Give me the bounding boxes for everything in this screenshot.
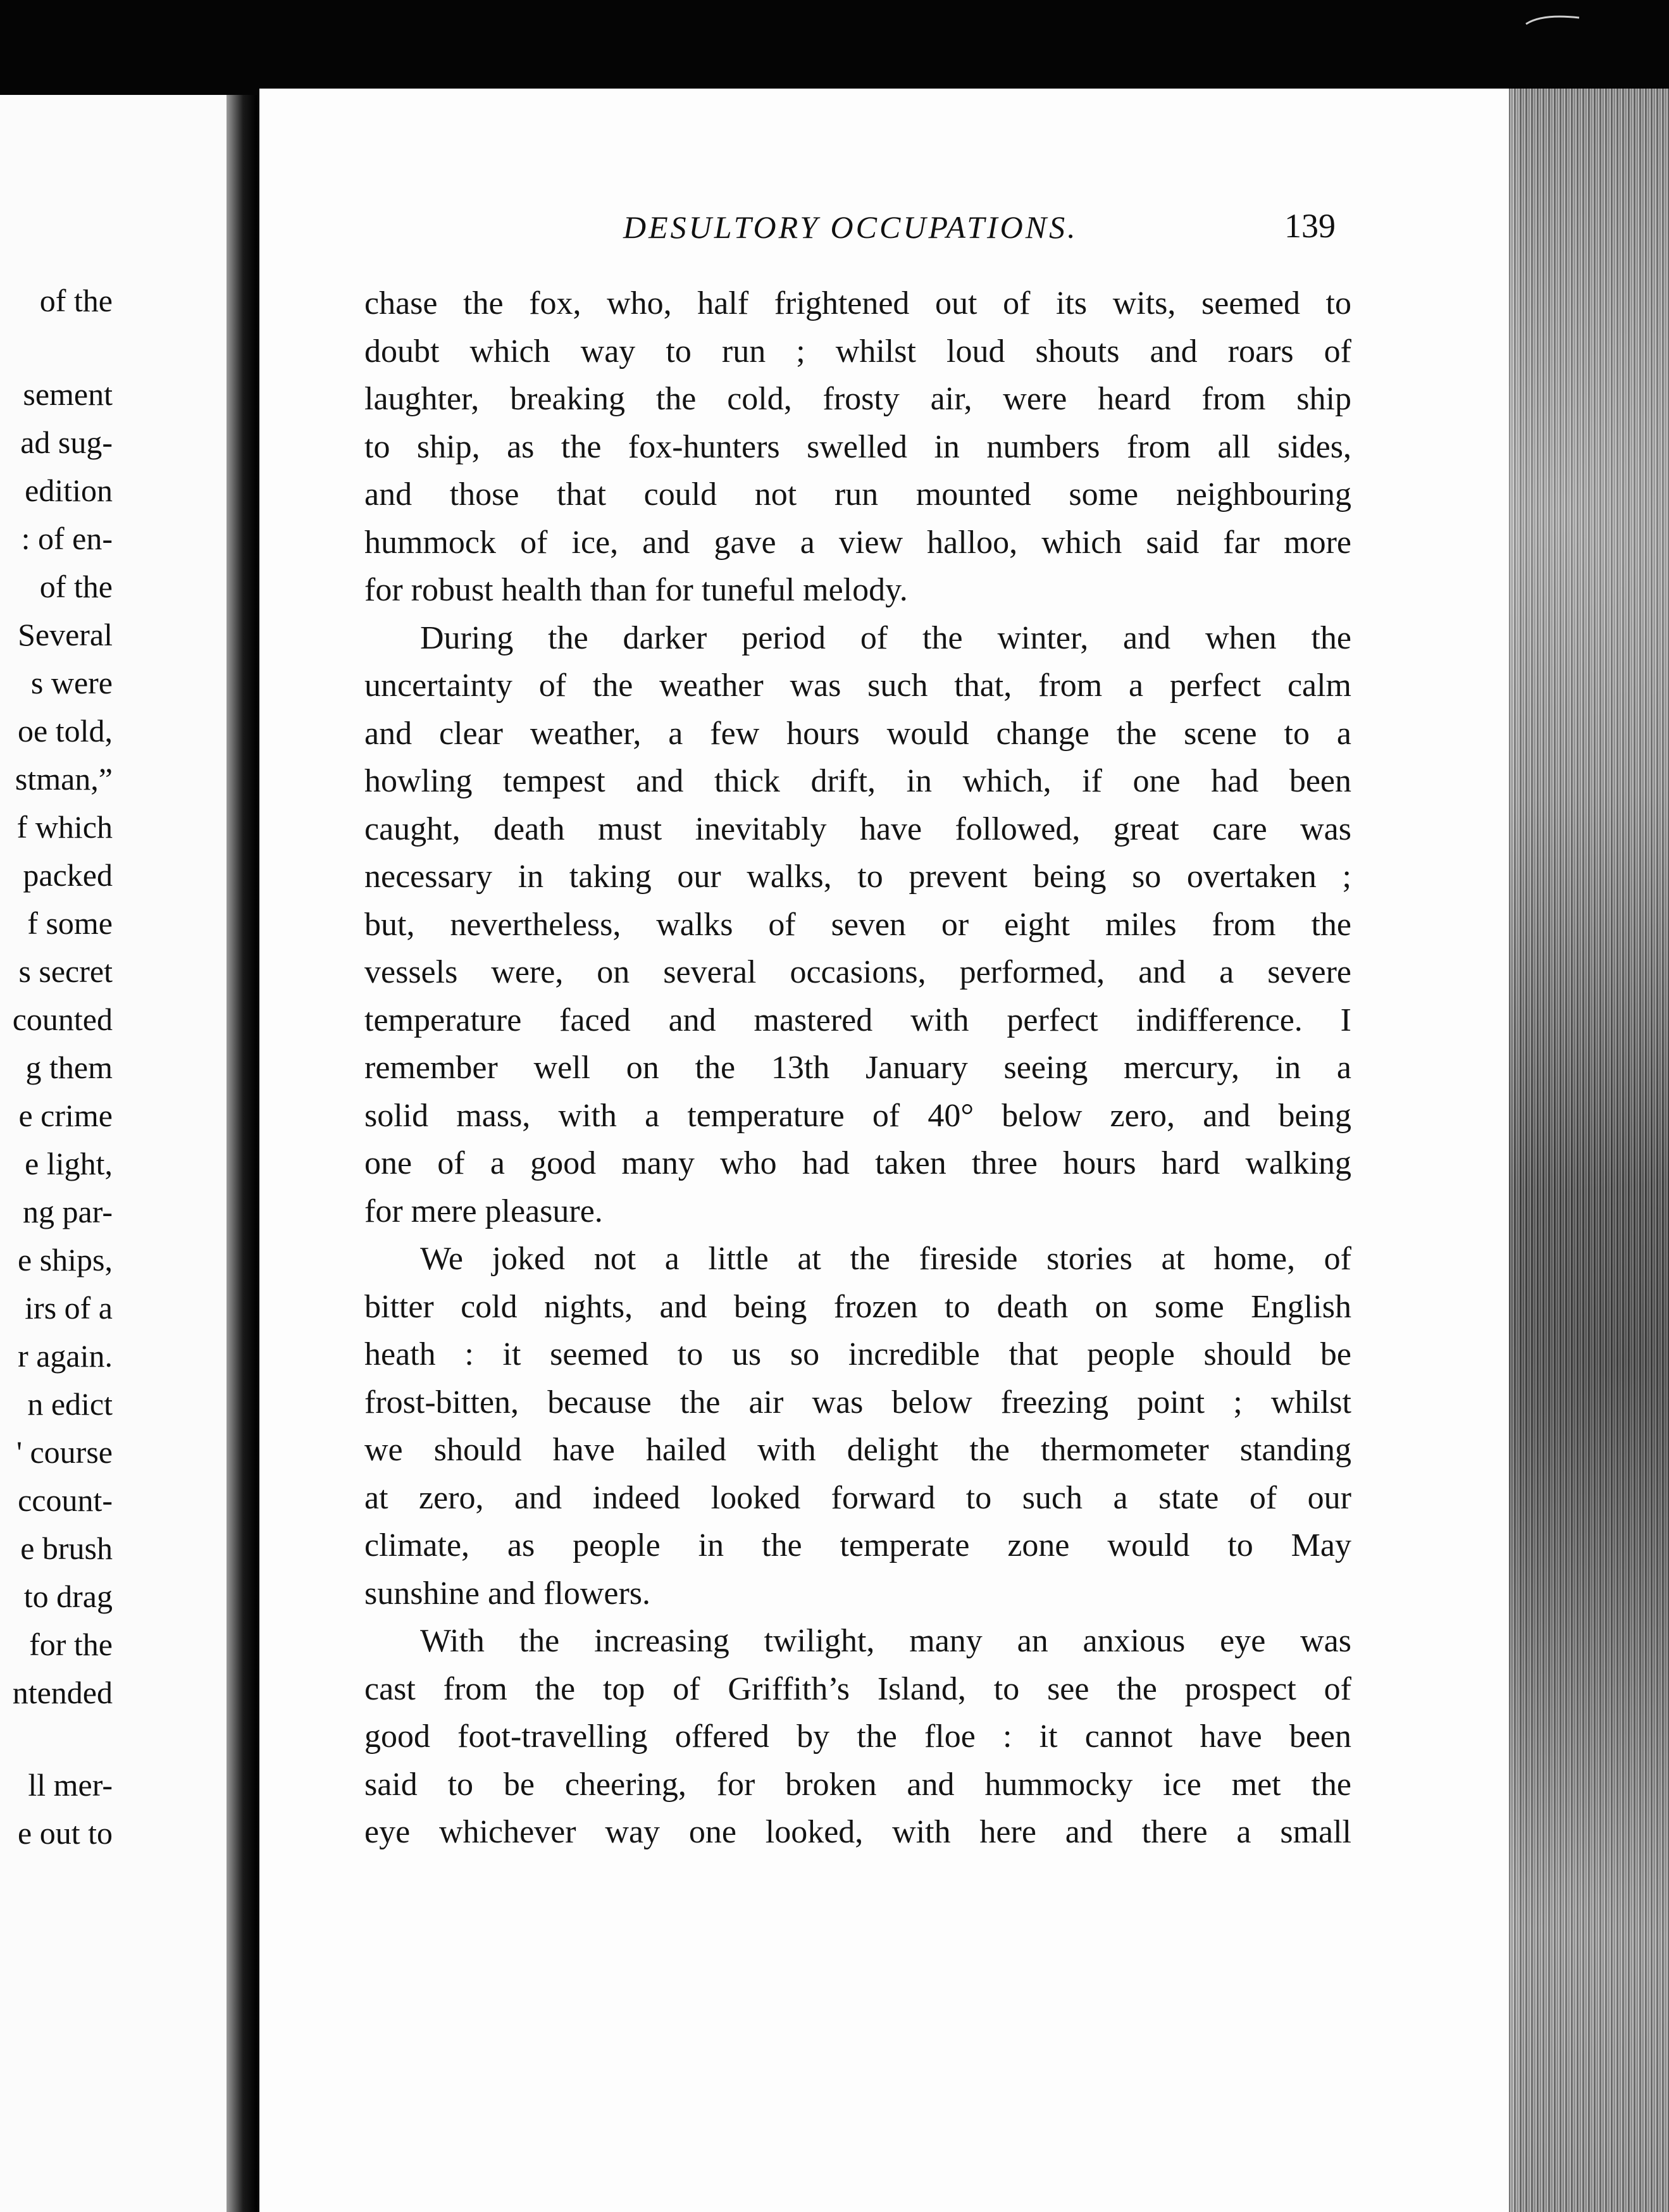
text-line: vessels were, on several occasions, performed, and a severe [364, 954, 1351, 990]
left-line: e brush [20, 1531, 113, 1566]
text-line: cast from the top of Griffith’s Island, to see the prospect of [364, 1670, 1351, 1707]
text-line: With the increasing twilight, many an anxious eye was [420, 1623, 1351, 1659]
text-line: solid mass, with a temperature of 40° below zero, and being [364, 1097, 1351, 1134]
left-line: to drag [23, 1579, 113, 1614]
left-facing-page [0, 95, 226, 2212]
left-line: e crime [18, 1098, 113, 1133]
text-line: doubt which way to run ; whilst loud shouts and roars of [364, 333, 1351, 370]
left-line: stman,” [15, 761, 113, 797]
page-edge-texture [1509, 89, 1669, 2212]
left-line: of the [39, 283, 113, 318]
text-line: and clear weather, a few hours would change the scene to a [364, 715, 1351, 752]
body-text [364, 280, 1351, 1856]
text-line: During the darker period of the winter, and when the [420, 619, 1351, 656]
left-line: ccount- [18, 1482, 113, 1518]
text-line: at zero, and indeed looked forward to such a state of our [364, 1479, 1351, 1516]
left-line: e out to [18, 1815, 113, 1851]
left-line: ad sug- [20, 425, 113, 460]
left-line: for the [29, 1627, 113, 1662]
left-line: counted [12, 1002, 113, 1037]
left-line: s were [30, 665, 113, 700]
running-head: DESULTORY OCCUPATIONS. [623, 209, 1078, 245]
text-line: heath : it seemed to us so incredible that people should be [364, 1336, 1351, 1372]
left-line: f which [16, 809, 113, 845]
text-line: for robust health than for tuneful melody. [364, 572, 908, 608]
left-line: f some [27, 905, 113, 941]
text-line: sunshine and flowers. [364, 1575, 651, 1612]
text-line: to ship, as the fox-hunters swelled in numbers from all sides, [364, 428, 1351, 465]
left-line: sement [23, 376, 113, 412]
text-line: frost-bitten, because the air was below freezing point ; whilst [364, 1384, 1351, 1420]
text-line: but, nevertheless, walks of seven or eight miles from the [364, 906, 1351, 943]
left-line: n edict [27, 1386, 113, 1422]
text-line: howling tempest and thick drift, in which, if one had been [364, 763, 1351, 799]
scan-mark [1525, 13, 1582, 28]
text-line: we should have hailed with delight the thermometer standing [364, 1432, 1351, 1468]
text-line: temperature faced and mastered with perfect indifference. I [364, 1002, 1351, 1038]
left-line: of the [39, 569, 113, 604]
text-line: chase the fox, who, half frightened out of its wits, seemed to [364, 285, 1351, 321]
text-line: eye whichever way one looked, with here and there a small [364, 1814, 1351, 1850]
left-line: ng par- [23, 1194, 113, 1229]
left-line: ' course [16, 1434, 113, 1470]
left-line: irs of a [25, 1290, 113, 1326]
text-line: hummock of ice, and gave a view halloo, which said far more [364, 524, 1351, 561]
left-line: e ships, [18, 1242, 113, 1277]
text-line: climate, as people in the temperate zone would to May [364, 1527, 1351, 1563]
left-line: g them [25, 1050, 113, 1085]
left-line: ll mer- [28, 1767, 113, 1803]
text-line: bitter cold nights, and being frozen to death on some English [364, 1288, 1351, 1325]
text-line: We joked not a little at the fireside stories at home, of [420, 1241, 1351, 1277]
text-line: remember well on the 13th January seeing mercury, in a [364, 1050, 1351, 1086]
left-line: : of en- [21, 521, 113, 556]
left-line: oe told, [18, 713, 113, 749]
text-line: for mere pleasure. [364, 1193, 603, 1229]
text-line: one of a good many who had taken three hours hard walking [364, 1145, 1351, 1181]
left-line: edition [25, 473, 113, 508]
left-line: ntended [12, 1675, 113, 1710]
left-line: r again. [18, 1338, 113, 1374]
text-line: and those that could not run mounted some neighbouring [364, 476, 1351, 513]
text-line: laughter, breaking the cold, frosty air, were heard from ship [364, 381, 1351, 417]
left-line: s secret [18, 954, 113, 989]
text-line: said to be cheering, for broken and hummocky ice met the [364, 1766, 1351, 1803]
left-line: packed [23, 857, 113, 893]
text-line: caught, death must inevitably have followed, great care was [364, 811, 1351, 847]
text-line: necessary in taking our walks, to prevent being so overtaken ; [364, 859, 1351, 895]
left-line: Several [18, 617, 113, 652]
book-gutter [226, 95, 257, 2212]
text-line: good foot-travelling offered by the floe : it cannot have been [364, 1718, 1351, 1755]
left-line: e light, [25, 1146, 113, 1181]
page-number: 139 [1284, 207, 1336, 245]
text-line: uncertainty of the weather was such that, from a perfect calm [364, 668, 1351, 704]
